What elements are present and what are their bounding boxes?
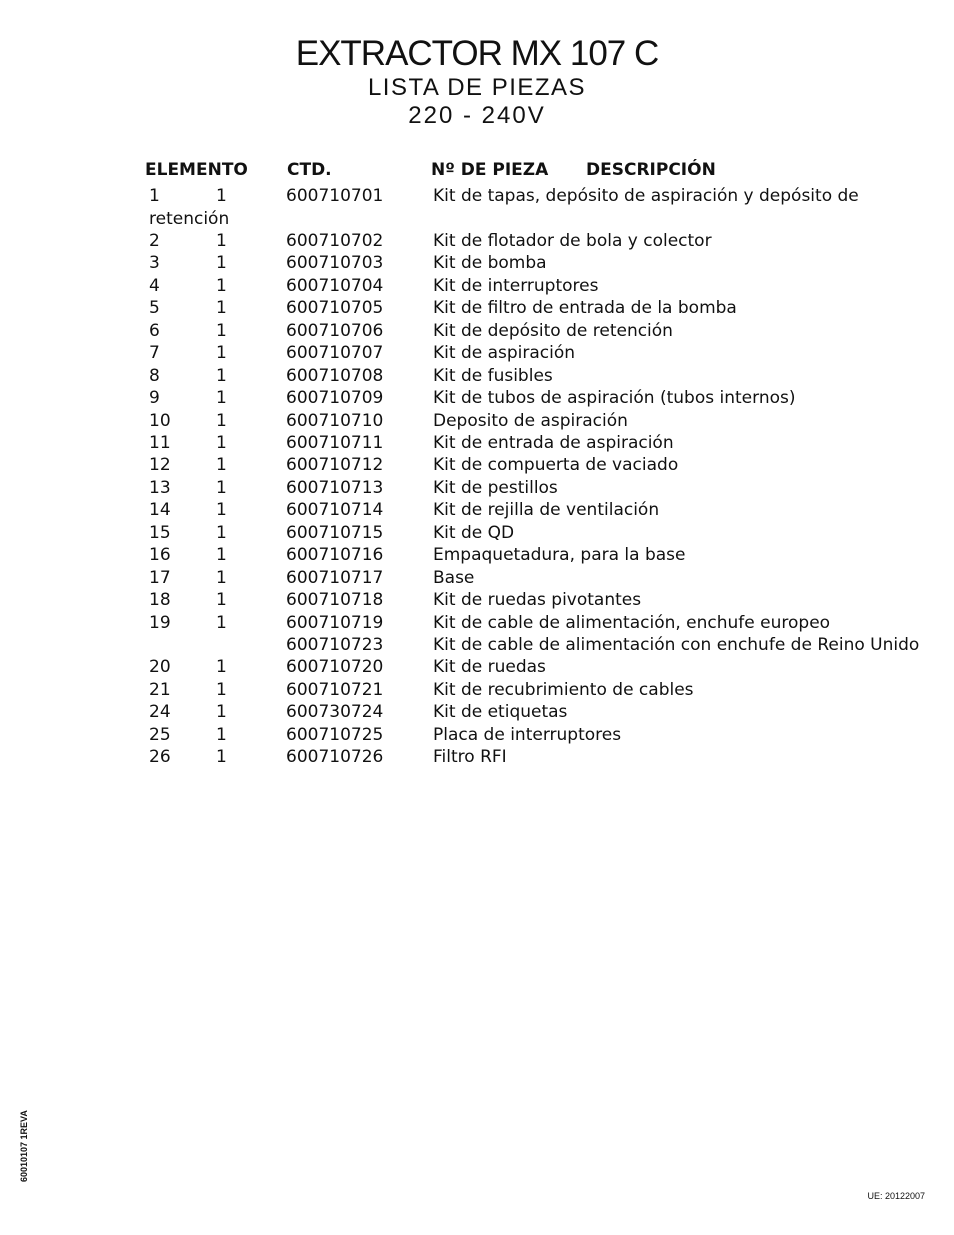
table-row [0, 432, 954, 454]
part-number: 600710714 [286, 500, 384, 521]
item-number: 4 [149, 275, 160, 296]
quantity: 1 [216, 612, 227, 633]
part-number: 600710712 [286, 455, 384, 476]
table-row [0, 522, 954, 544]
column-header-item: ELEMENTO [145, 160, 248, 180]
part-description: Kit de tubos de aspiración (tubos internos) [433, 388, 796, 409]
table-row [0, 724, 954, 746]
part-description: Kit de bomba [433, 253, 547, 274]
quantity: 1 [216, 724, 227, 745]
part-number: 600710711 [286, 432, 384, 453]
item-number: 24 [149, 702, 171, 723]
item-number: 15 [149, 522, 171, 543]
part-description: Kit de cable de alimentación, enchufe europeo [433, 612, 831, 633]
table-row [0, 634, 954, 656]
part-number: 600710702 [286, 230, 384, 251]
part-description: Base [433, 567, 475, 588]
part-description: Placa de interruptores [433, 724, 622, 745]
item-number: 20 [149, 657, 171, 678]
table-row [0, 320, 954, 342]
quantity: 1 [216, 186, 227, 206]
item-number: 8 [149, 365, 160, 386]
item-number: 25 [149, 724, 171, 745]
quantity: 1 [216, 320, 227, 341]
part-number: 600710708 [286, 365, 384, 386]
quantity: 1 [216, 477, 227, 498]
item-number: 14 [149, 500, 171, 521]
quantity: 1 [216, 365, 227, 386]
item-number: 6 [149, 320, 160, 341]
document-title: EXTRACTOR MX 107 C [295, 34, 659, 73]
part-number: 600710718 [286, 590, 384, 611]
table-row [0, 589, 954, 611]
quantity: 1 [216, 679, 227, 700]
quantity: 1 [216, 522, 227, 543]
part-description: Kit de depósito de retención [433, 320, 673, 341]
part-description: Kit de interruptores [433, 275, 599, 296]
item-number: 1 [149, 186, 160, 206]
table-row [0, 365, 954, 387]
part-number: 600710719 [286, 612, 384, 633]
part-number: 600710723 [286, 635, 384, 655]
part-number: 600710721 [286, 679, 384, 700]
ue-code: UE: 20122007 [867, 1191, 925, 1201]
table-row [0, 252, 954, 274]
part-description: Kit de recubrimiento de cables [433, 679, 694, 700]
table-row [0, 230, 954, 252]
part-description: Kit de cable de alimentación con enchufe de Reino Unido [433, 635, 920, 655]
part-description: Kit de ruedas pivotantes [433, 590, 642, 611]
item-number: 26 [149, 747, 171, 768]
table-row [0, 297, 954, 319]
part-number: 600710706 [286, 320, 384, 341]
part-description: Kit de pestillos [433, 477, 558, 498]
table-row [0, 185, 954, 207]
document-subtitle: LISTA DE PIEZAS [367, 74, 587, 101]
quantity: 1 [216, 747, 227, 768]
table-row [0, 342, 954, 364]
part-description: Kit de aspiración [433, 343, 576, 364]
part-description: Kit de entrada de aspiración [433, 432, 674, 453]
part-number: 600710705 [286, 298, 384, 319]
item-number: 3 [149, 253, 160, 274]
part-number: 600710720 [286, 657, 384, 678]
part-description: Filtro RFI [433, 747, 507, 768]
table-row [0, 544, 954, 566]
table-row [0, 746, 954, 768]
part-number: 600710726 [286, 747, 384, 768]
item-number: 11 [149, 432, 171, 453]
item-number: 17 [149, 567, 171, 588]
item-number: 5 [149, 298, 160, 319]
column-header-qty: CTD. [287, 160, 332, 180]
item-number: 21 [149, 679, 171, 700]
part-number: 600710725 [286, 724, 384, 745]
part-description: Empaquetadura, para la base [433, 545, 686, 566]
part-number: 600710709 [286, 388, 384, 409]
quantity: 1 [216, 432, 227, 453]
part-number: 600730724 [286, 702, 384, 723]
quantity: 1 [216, 702, 227, 723]
part-number: 600710703 [286, 253, 384, 274]
quantity: 1 [216, 545, 227, 566]
table-row [0, 387, 954, 409]
part-number: 600710710 [286, 410, 384, 431]
part-description: Kit de QD [433, 522, 515, 543]
part-description: Kit de tapas, depósito de aspiración y depósito de [433, 186, 859, 206]
part-number: 600710707 [286, 343, 384, 364]
table-row [0, 612, 954, 634]
quantity: 1 [216, 590, 227, 611]
item-number: 2 [149, 230, 160, 251]
part-number: 600710716 [286, 545, 384, 566]
quantity: 1 [216, 657, 227, 678]
document-header [0, 34, 954, 131]
part-description: Kit de etiquetas [433, 702, 568, 723]
quantity: 1 [216, 253, 227, 274]
quantity: 1 [216, 298, 227, 319]
document-code: 60010107 1REVA [19, 1110, 29, 1182]
voltage-label: 220 - 240V [408, 102, 546, 129]
part-description: Kit de rejilla de ventilación [433, 500, 660, 521]
table-row [0, 477, 954, 499]
description-continuation: retención [149, 209, 230, 229]
part-number: 600710715 [286, 522, 384, 543]
part-description: Kit de filtro de entrada de la bomba [433, 298, 737, 319]
table-row [0, 410, 954, 432]
item-number: 12 [149, 455, 171, 476]
table-row [0, 679, 954, 701]
table-row [0, 275, 954, 297]
item-number: 16 [149, 545, 171, 566]
item-number: 9 [149, 388, 160, 409]
table-row [0, 499, 954, 521]
part-description: Kit de fusibles [433, 365, 553, 386]
part-number: 600710713 [286, 477, 384, 498]
item-number: 10 [149, 410, 171, 431]
table-row [0, 567, 954, 589]
part-description: Kit de ruedas [433, 657, 546, 678]
column-header-part: Nº DE PIEZA [431, 160, 549, 180]
quantity: 1 [216, 410, 227, 431]
part-description: Deposito de aspiración [433, 410, 628, 431]
quantity: 1 [216, 388, 227, 409]
part-description: Kit de compuerta de vaciado [433, 455, 679, 476]
item-number: 13 [149, 477, 171, 498]
quantity: 1 [216, 230, 227, 251]
part-description: Kit de flotador de bola y colector [433, 230, 712, 251]
item-number: 7 [149, 343, 160, 364]
item-number: 19 [149, 612, 171, 633]
part-number: 600710717 [286, 567, 384, 588]
part-number: 600710701 [286, 186, 384, 206]
table-row [0, 454, 954, 476]
item-number: 18 [149, 590, 171, 611]
table-row [0, 701, 954, 723]
table-row [0, 656, 954, 678]
quantity: 1 [216, 343, 227, 364]
quantity: 1 [216, 567, 227, 588]
column-header-description: DESCRIPCIÓN [586, 160, 716, 180]
part-number: 600710704 [286, 275, 384, 296]
quantity: 1 [216, 500, 227, 521]
quantity: 1 [216, 455, 227, 476]
quantity: 1 [216, 275, 227, 296]
